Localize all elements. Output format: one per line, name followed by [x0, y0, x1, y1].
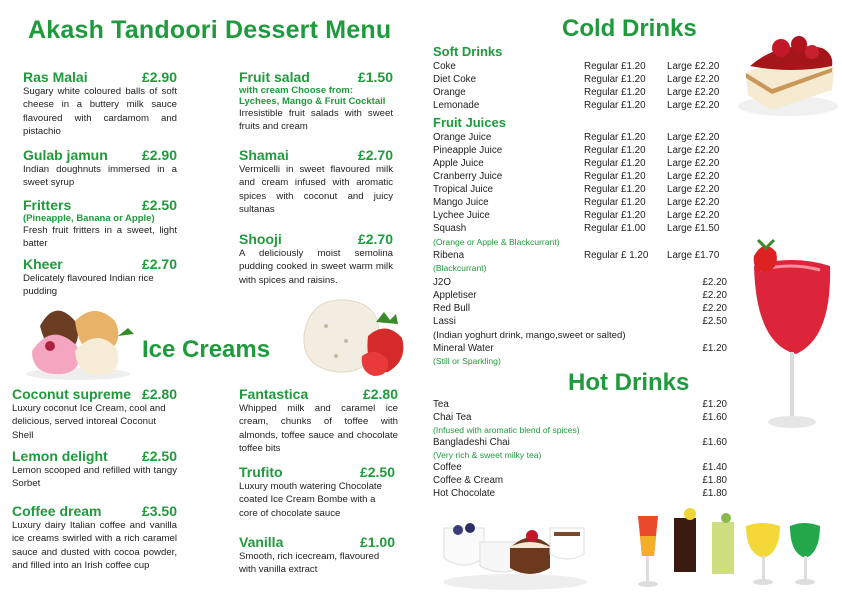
drink-note: (Very rich & sweet milky tea): [433, 450, 542, 460]
item-price: £2.80: [141, 386, 177, 402]
drink-row: Bangladeshi Chai £1.60: [433, 437, 727, 448]
drink-row: Diet Coke Regular £1.20 Large £2.20: [433, 74, 720, 85]
menu-item-fantastica: [239, 386, 398, 456]
item-name: Gulab jamun: [23, 147, 108, 163]
page-title: Akash Tandoori Dessert Menu: [28, 16, 392, 44]
drink-row: Pineapple Juice Regular £1.20 Large £2.20: [433, 145, 720, 156]
menu-item-lemon-delight: [12, 448, 177, 491]
menu-item-vanilla: [239, 534, 395, 577]
drink-row: Hot Chocolate £1.80: [433, 488, 727, 499]
menu-item-coffee-dream: [12, 503, 177, 573]
drink-row: Red Bull £2.20: [433, 303, 727, 314]
menu-item-shooji: [239, 231, 393, 287]
drink-row: Mineral Water £1.20: [433, 343, 727, 354]
menu-item-fruit-salad: [239, 69, 393, 134]
drink-note: (Infused with aromatic blend of spices): [433, 425, 580, 435]
item-description: Lemon scooped and refilled with tangy Sorbet: [12, 465, 177, 490]
item-description: Smooth, rich icecream, flavoured with vanilla extract: [239, 551, 380, 576]
red-cocktail-image: [750, 236, 834, 432]
drink-row: Orange Juice Regular £1.20 Large £2.20: [433, 132, 720, 143]
subsection-title-fruit-juices: Fruit Juices: [433, 115, 506, 130]
item-name: Shooji: [239, 231, 282, 247]
drink-note: (Blackcurrant): [433, 263, 487, 273]
cocktails-image: [630, 506, 840, 590]
drink-row: Coffee £1.40: [433, 462, 727, 473]
drink-row: Coffee & Cream £1.80: [433, 475, 727, 486]
item-subtitle: with cream Choose from: Lychees, Mango & Fruit Cocktail: [239, 85, 386, 107]
menu-item-kheer: [23, 256, 177, 299]
item-price: £1.50: [357, 69, 393, 85]
drink-row: Appletiser £2.20: [433, 290, 727, 301]
drink-note: (Orange or Apple & Blackcurrant): [433, 237, 560, 247]
drink-row: Squash Regular £1.00 Large £1.50: [433, 223, 720, 234]
item-name: Vanilla: [239, 534, 284, 550]
item-price: £2.70: [357, 231, 393, 247]
drink-row: J2O £2.20: [433, 277, 727, 288]
ice-cream-scoops-image: [20, 296, 135, 381]
cheesecake-image: [736, 18, 840, 118]
item-description: Delicately flavoured Indian rice pudding: [23, 273, 154, 298]
item-name: Fantastica: [239, 386, 309, 402]
drink-row: Mango Juice Regular £1.20 Large £2.20: [433, 197, 720, 208]
section-title-cold-drinks: Cold Drinks: [562, 15, 697, 42]
item-name: Coconut supreme: [12, 386, 132, 402]
item-name: Shamai: [239, 147, 289, 163]
section-title-ice-creams: Ice Creams: [142, 336, 271, 363]
subsection-title-soft-drinks: Soft Drinks: [433, 44, 503, 59]
item-description: Sugary white coloured balls of soft cheese in a buttery milk sauce flavoured with cardamom and pistachio: [23, 86, 177, 138]
item-name: Trufito: [239, 464, 283, 480]
menu-item-ras-malai: [23, 69, 177, 139]
drink-row: Orange Regular £1.20 Large £2.20: [433, 87, 720, 98]
drink-row: Chai Tea £1.60: [433, 412, 727, 423]
drink-row: Lemonade Regular £1.20 Large £2.20: [433, 100, 720, 111]
drink-row: Tea £1.20: [433, 399, 727, 410]
item-name: Kheer: [23, 256, 63, 272]
item-price: £2.50: [359, 464, 395, 480]
item-name: Fruit salad: [239, 69, 310, 85]
item-name: Fritters: [23, 197, 72, 213]
item-description: Luxury mouth watering Chocolate coated Ice Cream Bombe with a core of chocolate sauce: [239, 481, 382, 519]
item-name: Ras Malai: [23, 69, 88, 85]
drink-note: (Indian yoghurt drink, mango,sweet or salted): [433, 330, 626, 341]
item-description: Whipped milk and caramel ice cream, chunks of toffee with almonds, toffee sauce and chocolate toffee bits: [239, 403, 398, 455]
drink-row: Coke Regular £1.20 Large £2.20: [433, 61, 720, 72]
drink-note: (Still or Sparkling): [433, 356, 501, 366]
menu-item-fritters: [23, 197, 177, 251]
item-description: Luxury dairy Italian coffee and vanilla ice creams swirled with a rich caramel sauce and dusted with cocoa powder, and filled into an Irish coffee cup: [12, 520, 177, 572]
drink-row: Ribena Regular £ 1.20 Large £1.70: [433, 250, 720, 261]
item-description: Luxury coconut Ice Cream, cool and delicious, served intoreal Coconut Shell: [12, 403, 166, 441]
item-price: £1.00: [359, 534, 395, 550]
item-price: £3.50: [141, 503, 177, 519]
drink-row: Tropical Juice Regular £1.20 Large £2.20: [433, 184, 720, 195]
item-price: £2.90: [141, 69, 177, 85]
item-name: Lemon delight: [12, 448, 108, 464]
vanilla-scoop-strawberries-image: [296, 296, 411, 378]
menu-item-coconut-supreme: [12, 386, 177, 442]
item-price: £2.50: [141, 197, 177, 213]
section-title-hot-drinks: Hot Drinks: [568, 369, 690, 396]
item-price: £2.90: [141, 147, 177, 163]
item-price: £2.50: [141, 448, 177, 464]
item-description: Irresistible fruit salads with sweet fruits and cream: [239, 108, 393, 133]
item-description: A deliciously moist semolina pudding cooked in sweet warm milk with spices and raisins.: [239, 248, 393, 286]
menu-item-shamai: [239, 147, 393, 217]
item-description: Indian doughnuts immersed in a sweet syrup: [23, 164, 177, 189]
drink-row: Lychee Juice Regular £1.20 Large £2.20: [433, 210, 720, 221]
item-subtitle: (Pineapple, Banana or Apple): [23, 213, 155, 224]
item-description: Vermicelli in sweet flavoured milk and cream infused with aromatic spices with coconut and juicy sultanas: [239, 164, 393, 216]
item-price: £2.70: [141, 256, 177, 272]
item-price: £2.80: [362, 386, 398, 402]
menu-item-trufito: [239, 464, 395, 520]
drink-row: Cranberry Juice Regular £1.20 Large £2.20: [433, 171, 720, 182]
item-name: Coffee dream: [12, 503, 102, 519]
drink-row: Lassi £2.50: [433, 316, 727, 327]
drink-row: Apple Juice Regular £1.20 Large £2.20: [433, 158, 720, 169]
menu-item-gulab-jamun: [23, 147, 177, 190]
item-description: Fresh fruit fritters in a sweet, light batter: [23, 225, 177, 250]
coffee-dessert-image: [440, 508, 590, 590]
item-price: £2.70: [357, 147, 393, 163]
